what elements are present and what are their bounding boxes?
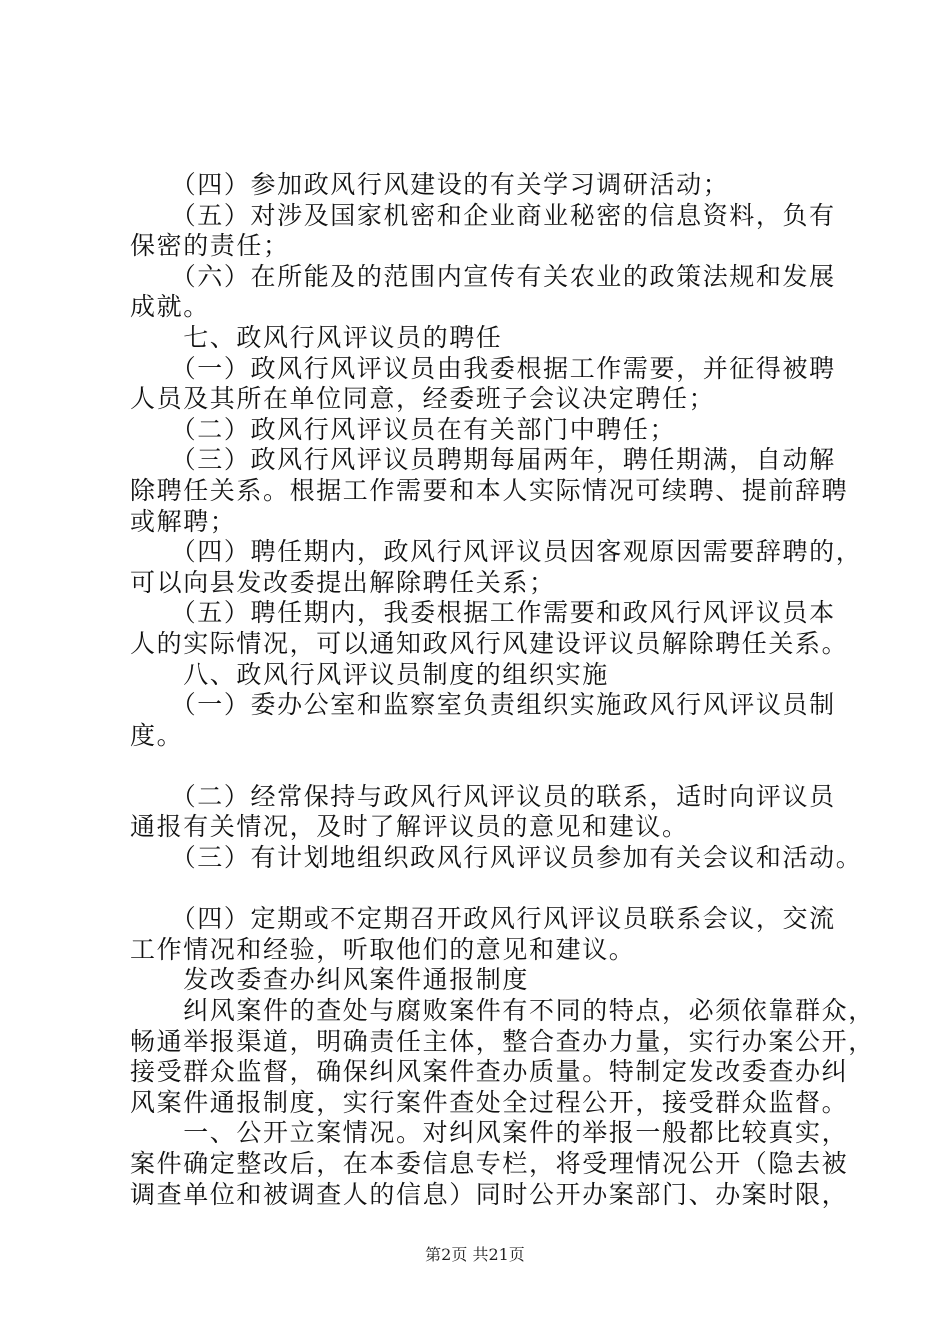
text-line: 通报有关情况，及时了解评议员的意见和建议。 [130,812,689,842]
text-line: 度。 [130,720,184,750]
text-line: 八、政风行风评议员制度的组织实施 [130,659,609,689]
text-line: （三）有计划地组织政风行风评议员参加有关会议和活动。 [130,843,863,873]
text-line: 工作情况和经验，听取他们的意见和建议。 [130,934,636,964]
text-line [130,751,840,782]
text-line: 纠风案件的查处与腐败案件有不同的特点，必须依靠群众， [130,996,875,1026]
text-line: 人的实际情况，可以通知政风行风建设评议员解除聘任关系。 [130,628,849,658]
text-line: 或解聘； [130,506,237,536]
text-line: 调查单位和被调查人的信息）同时公开办案部门、办案时限， [130,1179,849,1209]
text-line [130,874,840,905]
text-line: （二）经常保持与政风行风评议员的联系，适时向评议员 [130,781,836,811]
text-line: （六）在所能及的范围内宣传有关农业的政策法规和发展 [130,261,836,291]
text-line: 除聘任关系。根据工作需要和本人实际情况可续聘、提前辞聘 [130,475,849,505]
text-line: 接受群众监督，确保纠风案件查办质量。特制定发改委查办纠 [130,1057,849,1087]
text-line: （二）政风行风评议员在有关部门中聘任； [130,414,677,444]
text-line: （五）对涉及国家机密和企业商业秘密的信息资料，负有 [130,200,836,230]
text-line: （四）参加政风行风建设的有关学习调研活动； [130,170,730,199]
text-line: 成就。 [130,292,210,322]
text-line: 人员及其所在单位同意，经委班子会议决定聘任； [130,384,716,414]
text-line: （五）聘任期内，我委根据工作需要和政风行风评议员本 [130,598,836,628]
text-line: 可以向县发改委提出解除聘任关系； [130,567,556,597]
text-line: 案件确定整改后，在本委信息专栏，将受理情况公开（隐去被 [130,1149,849,1178]
text-line: （四）聘任期内，政风行风评议员因客观原因需要辞聘的， [130,537,863,567]
text-line: （四）定期或不定期召开政风行风评议员联系会议，交流 [130,904,836,934]
text-line: 畅通举报渠道，明确责任主体，整合查办力量，实行办案公开， [130,1026,875,1056]
text-line: 一、公开立案情况。对纠风案件的举报一般都比较真实， [130,1118,849,1148]
text-line: 风案件通报制度，实行案件查处全过程公开，接受群众监督。 [130,1087,849,1117]
text-line: （一）委办公室和监察室负责组织实施政风行风评议员制 [130,690,836,720]
text-line: 发改委查办纠风案件通报制度 [130,965,530,995]
text-line: （三）政风行风评议员聘期每届两年，聘任期满，自动解 [130,445,836,475]
text-line: 保密的责任； [130,231,290,261]
page-number-footer: 第2页 共21页 [425,1245,525,1264]
document-body [130,170,875,1210]
text-line: 七、政风行风评议员的聘任 [130,322,503,352]
text-line: （一）政风行风评议员由我委根据工作需要，并征得被聘 [130,353,836,383]
